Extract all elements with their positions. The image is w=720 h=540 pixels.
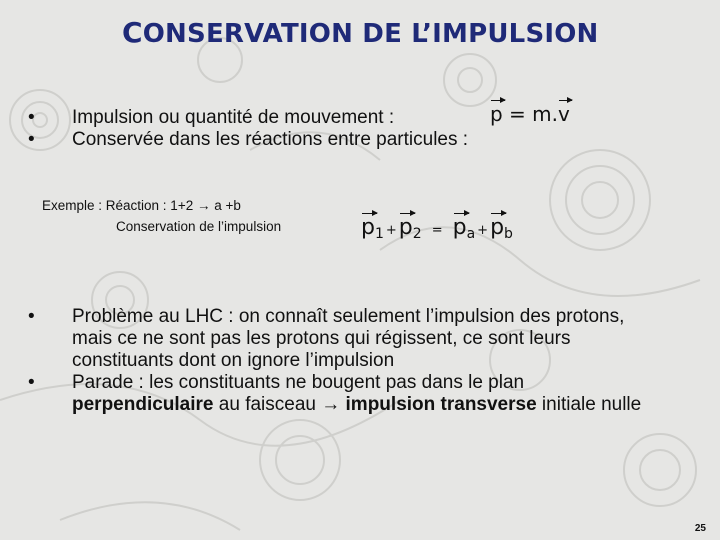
vector-v: v (558, 102, 570, 126)
vector-p: p (490, 102, 503, 126)
bullet-item: • Problème au LHC : on connaît seulement l’impulsion des protons, mais ce ne sont pas les protons qui régissent, ce sont leurs constituants dont on ignore l’impulsion (28, 306, 668, 372)
page-title: CONSERVATION DE L’IMPULSION (122, 16, 599, 49)
top-bullet-list (28, 107, 468, 151)
momentum-conservation-formula: $p_1 +p_2 = p_a +p_b$ (361, 215, 513, 242)
example-line: Conservation de l’impulsion (116, 219, 282, 234)
bottom-bullet-list (28, 306, 668, 416)
momentum-definition-formula: p = m.v (490, 102, 570, 126)
bullet-item: • Parade : les constituants ne bougent pas dans le plan perpendiculaire au faisceau → impulsion transverse initiale nulle (28, 372, 668, 416)
example-block (42, 195, 281, 237)
example-line: Exemple : Réaction : 1+2 → a +b (42, 198, 241, 213)
bullet-item: • Conservée dans les réactions entre particules : (28, 129, 468, 151)
page-number: 25 (694, 523, 706, 534)
bullet-item: • Impulsion ou quantité de mouvement : (28, 107, 468, 129)
